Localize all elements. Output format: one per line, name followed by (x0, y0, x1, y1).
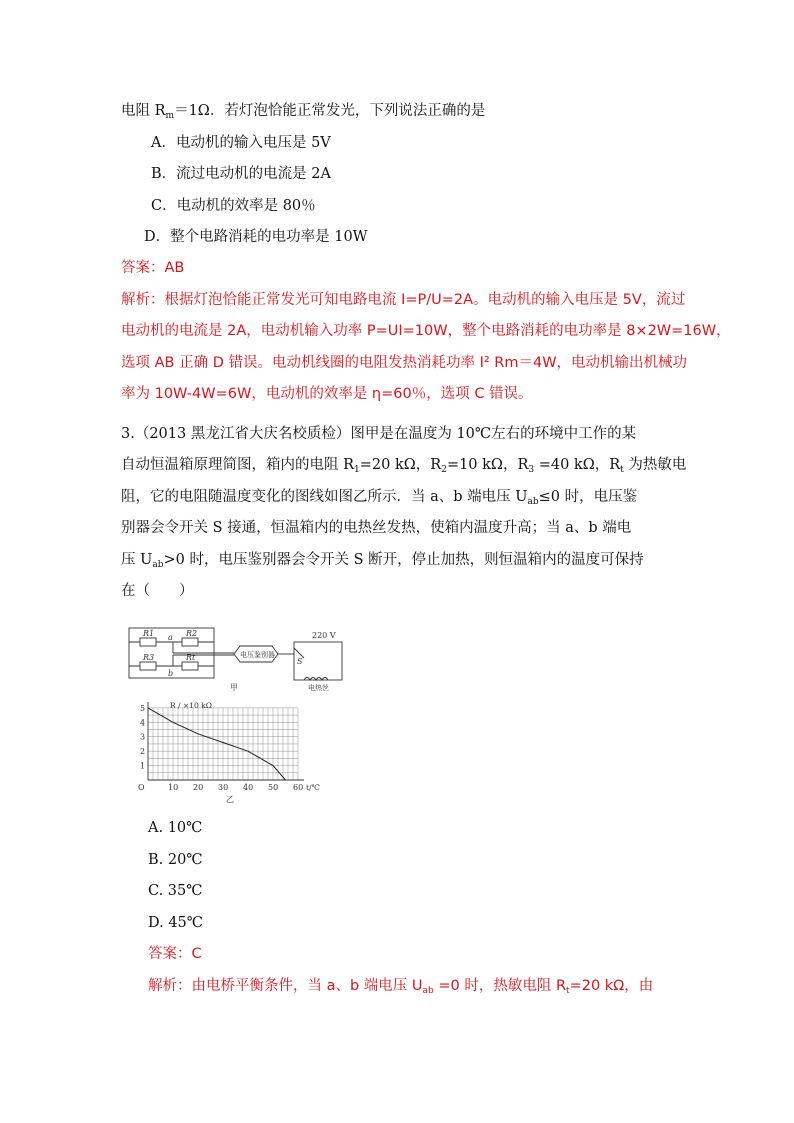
y-tick-label: 1 (140, 761, 146, 771)
graph-xlabel: t/℃ (306, 783, 320, 792)
x-tick-label: 60 (293, 783, 304, 792)
x-tick-label: 10 (168, 783, 179, 792)
x-tick-label: 50 (268, 783, 279, 792)
q3-analysis: 解析：由电桥平衡条件，当 a、b 端电压 $U_{ab} =0$ 时，热敏电阻 $R_t=20$ kΩ，由 (148, 978, 654, 996)
q2-option-d: D．整个电路消耗的电功率是 10W (144, 229, 368, 245)
q2-option-a: A．电动机的输入电压是 5V (151, 135, 331, 151)
y-tick-label: 2 (140, 747, 146, 757)
label-b: b (168, 669, 174, 678)
resistor-r2 (182, 638, 198, 646)
label-rt: Rt (186, 653, 196, 662)
q2-answer: 答案：AB (121, 260, 185, 276)
q2-stem: 电阻 $R_m=1\Omega$．若灯泡恰能正常发光，下列说法正确的是 (121, 103, 486, 121)
label-a: a (168, 633, 173, 642)
q3-stem-1: 3.（2013 黑龙江省大庆名校质检）图甲是在温度为 10℃左右的环境中工作的某 (121, 426, 637, 442)
q2-analysis-4: 率为 10W-4W=6W，电动机的效率是 η=60％，选项 C 错误。 (121, 386, 533, 402)
q3-stem-5: 压 $U_{ab}>0$ 时，电压鉴别器会令开关 S 断开，停止加热，则恒温箱内的温度可保持 (121, 552, 644, 570)
q2-analysis-1: 解析：根据灯泡恰能正常发光可知电路电流 I=P/U=2A。电动机的输入电压是 5V，流过 (121, 292, 686, 308)
x-tick-label: 20 (193, 783, 204, 792)
y-tick-label: 5 (140, 703, 146, 713)
label-r1: R1 (143, 629, 155, 638)
label-discriminator: 电压鉴别器 (240, 651, 275, 659)
label-r2: R2 (186, 629, 198, 638)
q3-option-b: B. 20℃ (148, 852, 203, 868)
label-voltage: 220 V (312, 631, 336, 640)
q3-stem-2: 自动恒温箱原理简图，箱内的电阻 $R_1=20$ kΩ，$R_2=10$ kΩ，$R_3 =40$ kΩ，$R_t$ 为热敏电 (121, 457, 687, 475)
y-tick-label: 4 (140, 718, 146, 728)
graph-caption-yi: 乙 (226, 795, 234, 804)
circuit-diagram (129, 628, 342, 692)
resistor-r1 (140, 638, 156, 646)
graph-ylabel: R / ×10 kΩ (170, 701, 212, 710)
rt-temperature-graph (138, 701, 320, 804)
q3-stem-6: 在（ ） (121, 583, 194, 599)
q2-analysis-2: 电动机的电流是 2A，电动机输入功率 P=UI=10W，整个电路消耗的电功率是 8×2W=16W， (121, 323, 731, 339)
q3-option-d: D. 45℃ (148, 915, 203, 931)
label-switch: S (297, 657, 303, 666)
label-heater: 电热丝 (308, 684, 329, 692)
graph-origin: O (138, 783, 145, 792)
label-r3: R3 (143, 653, 155, 662)
resistor-r3 (140, 662, 156, 670)
label-caption-jia: 甲 (230, 683, 238, 692)
q3-answer: 答案：C (148, 946, 202, 962)
q3-option-a: A. 10℃ (148, 820, 203, 836)
q2-option-c: C．电动机的效率是 80％ (151, 198, 316, 214)
x-tick-label: 30 (218, 783, 229, 792)
y-tick-label: 3 (140, 732, 146, 742)
q3-option-c: C. 35℃ (148, 883, 203, 899)
q3-figure (126, 620, 361, 820)
q3-stem-3: 阻，它的电阻随温度变化的图线如图乙所示．当 a、b 端电压 $U_{ab}\le 0$ 时，电压鉴 (121, 489, 638, 507)
q3-stem-4: 别器会令开关 S 接通，恒温箱内的电热丝发热，使箱内温度升高；当 a、b 端电 (121, 520, 632, 536)
x-tick-label: 40 (243, 783, 254, 792)
q2-option-b: B．流过电动机的电流是 2A (151, 166, 331, 182)
resistor-rt (182, 662, 198, 670)
q2-analysis-3: 选项 AB 正确 D 错误。电动机线圈的电阻发热消耗功率 I² Rm＝4W，电动机输出机械功 (121, 355, 688, 371)
